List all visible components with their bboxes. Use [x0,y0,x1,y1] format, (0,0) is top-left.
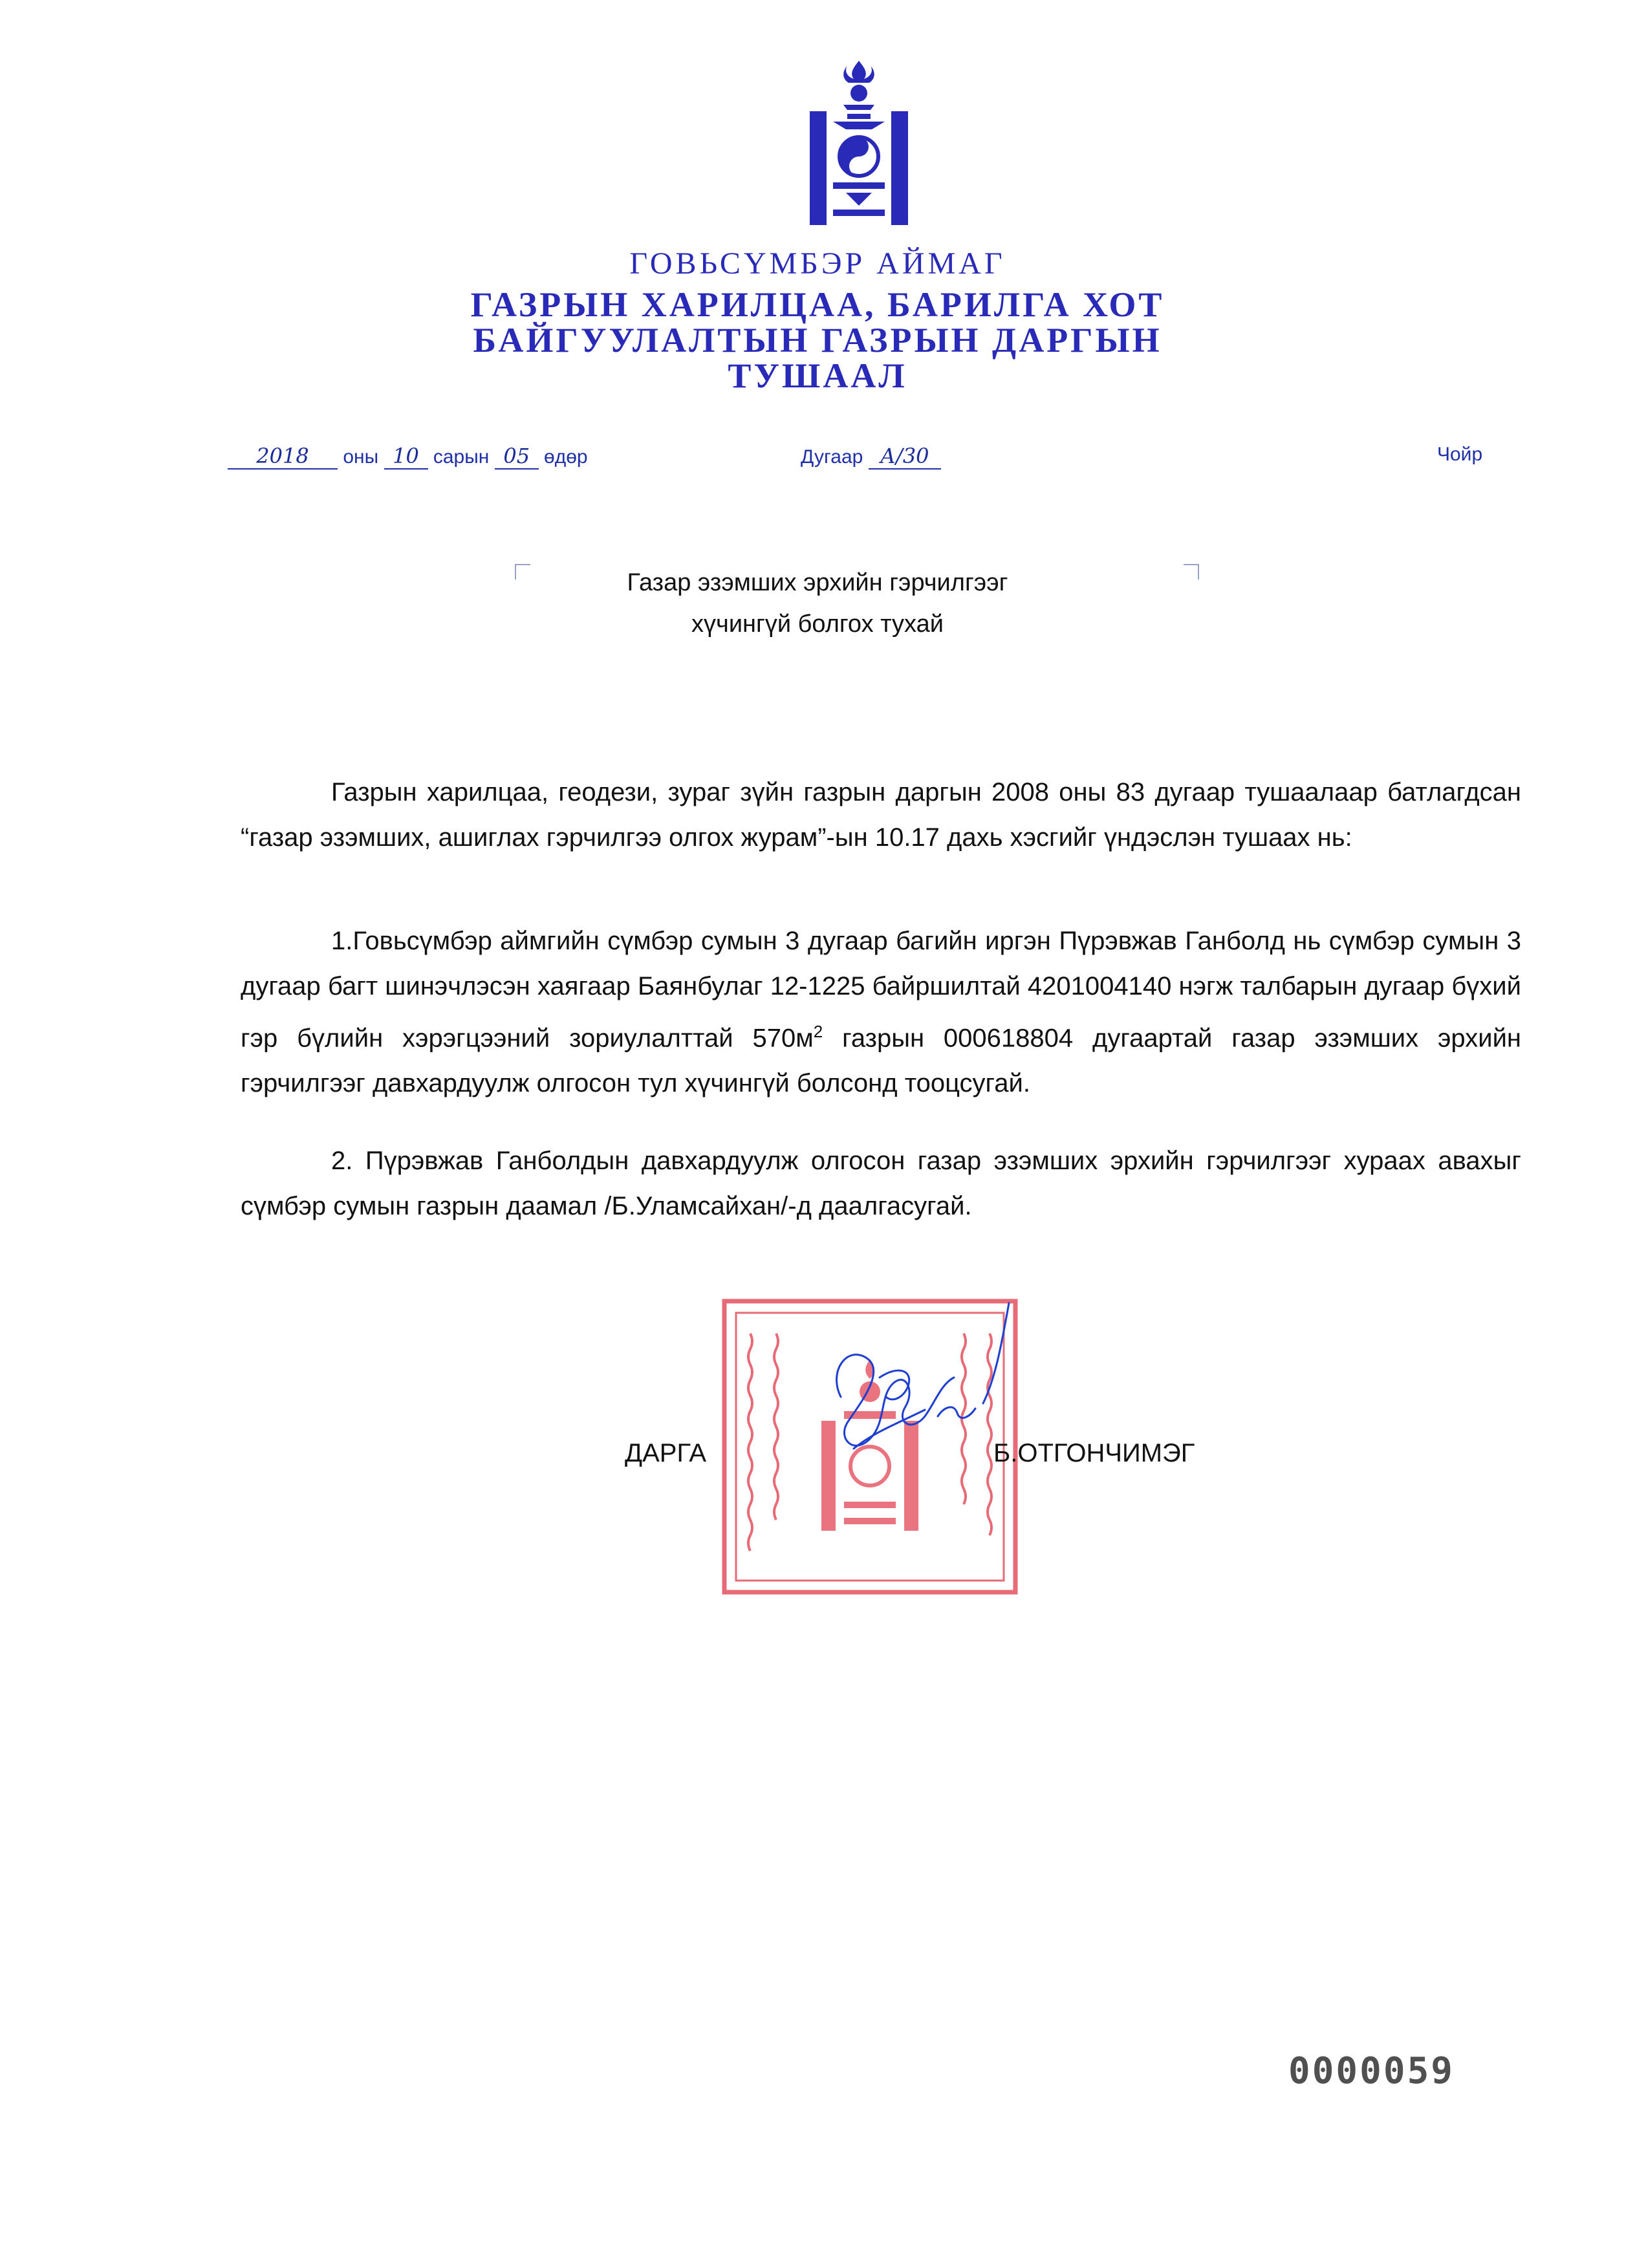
item-1-paragraph [241,918,1521,1106]
soyombo-emblem-icon [807,59,911,228]
serial-number: 0000059 [1288,2050,1455,2092]
signatory-name: Б.ОТГОНЧИМЭГ [993,1439,1195,1467]
item-1-superscript: 2 [813,1022,823,1041]
place-label: Чойр [1437,444,1483,465]
date-day: 05 [495,444,539,470]
header-line-1: ГОВЬСҮМБЭР АЙМАГ [629,246,1006,281]
header-line-4: ТУШААЛ [728,356,907,395]
item-2-paragraph: 2. Пүрэвжав Ганболдын давхардуулж олгосон газар эзэмших эрхийн гэрчилгээг хураах авахыг сүмбэр сумын газрын даамал /Б.Уламсайхан/-д даалгасугай. [241,1147,1521,1220]
header-line-3: БАЙГУУЛАЛТЫН ГАЗРЫН ДАРГЫН [473,321,1162,360]
order-number: А/30 [869,444,941,470]
header-line-2: ГАЗРЫН ХАРИЛЦАА, БАРИЛГА ХОТ [470,285,1165,324]
item-1-text-b: газрын 000618804 дугаартай газар эзэмших эрхийн гэрчилгээг давхардуулж олгосон тул хүчингүй болсонд тооцсугай. [241,1024,1522,1098]
handwritten-signature [802,1300,1015,1513]
date-line [228,444,588,470]
intro-paragraph: Газрын харилцаа, геодези, зураг зүйн газрын даргын 2008 оны 83 дугаар тушаалаар батлагдсан “газар эзэмших, ашиглах гэрчилгээ олгох журам”-ын 10.17 дахь хэсгийг үндэслэн тушаах нь: [241,778,1521,852]
month-label: сарын [433,446,490,468]
subject-line-2: хүчингүй болгох тухай [691,610,944,638]
item-1-text-a: 1.Говьсүмбэр аймгийн сүмбэр сумын 3 дугаар багийн иргэн Пүрэвжав Ганболд нь сүмбэр сумын 3 дугаар багт шинэчлэсэн хаягаар Баянбулаг 12-1225 байршилтай 4201004140 нэгж талбарын дугаар бүхий гэр бүлийн хэрэгцээний зориулалттай 570м [241,927,1521,1053]
number-label: Дугаар [801,446,863,468]
subject-line-1: Газар эзэмших эрхийн гэрчилгээг [627,569,1008,596]
day-label: өдөр [544,446,588,468]
date-month: 10 [384,444,428,470]
date-year: 2018 [228,444,338,470]
order-number-line [801,444,941,470]
signatory-title: ДАРГА [625,1439,707,1467]
year-label: оны [343,446,379,468]
